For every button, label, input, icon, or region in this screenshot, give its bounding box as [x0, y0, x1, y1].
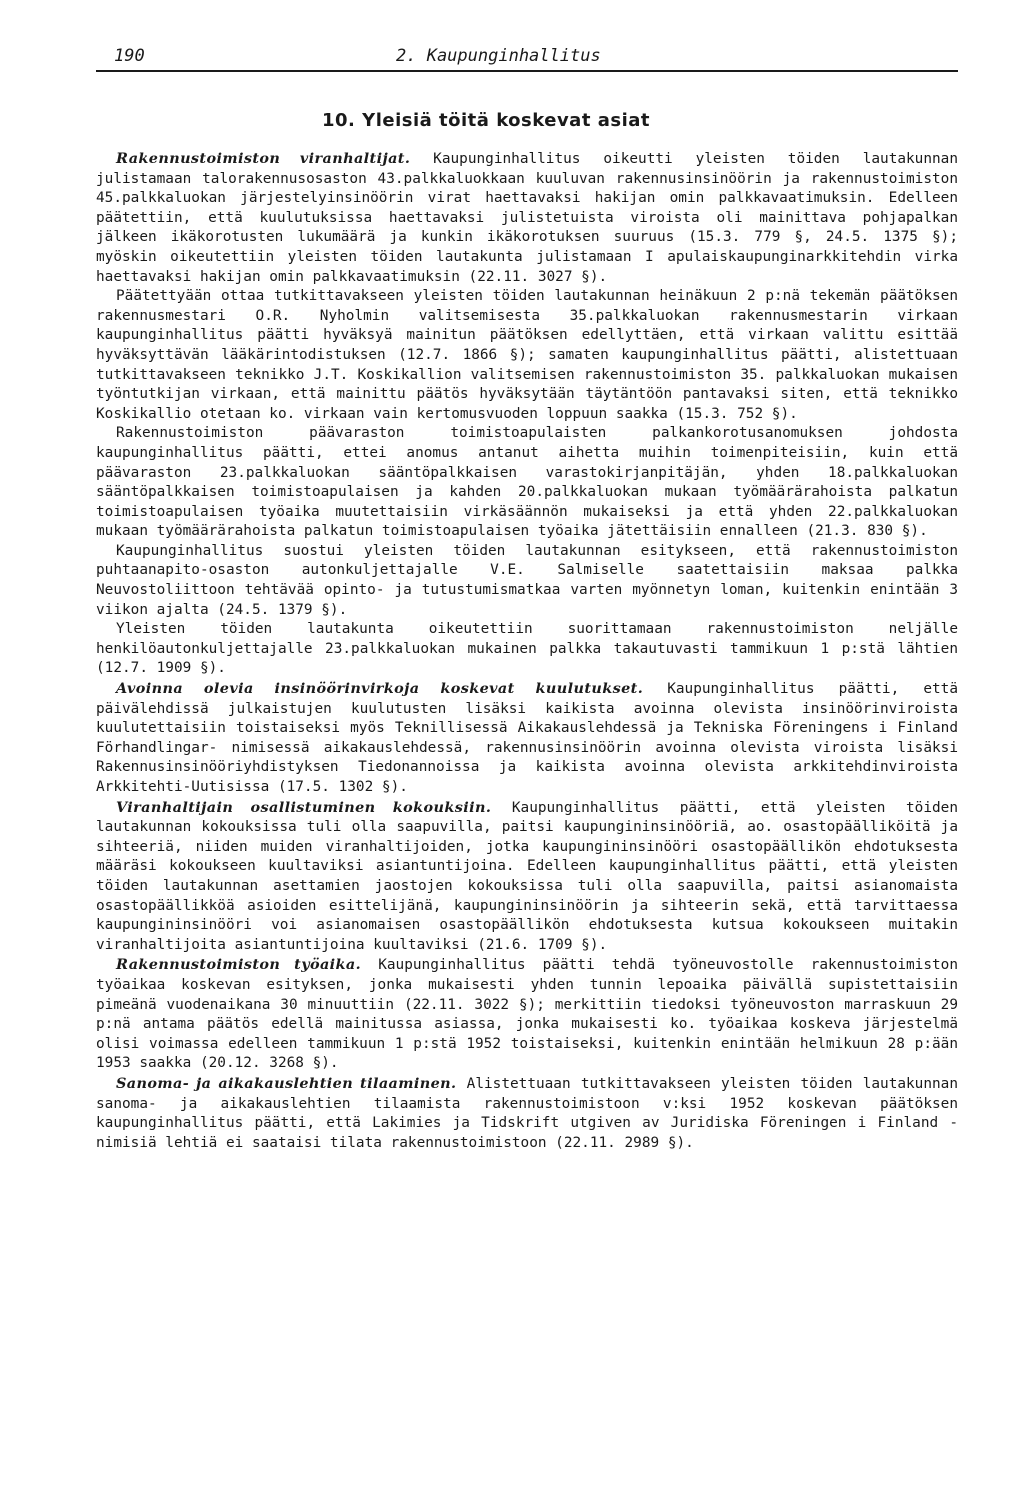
document-page: [96, 44, 958, 1153]
paragraph: [96, 287, 958, 424]
section-title: 10. Yleisiä töitä koskevat asiat: [322, 110, 650, 131]
paragraph-text: Kaupunginhallitus päätti tehdä työneuvostolle rakennustoimiston työaikaa koskevan esityksen, jonka mukaisesti yhden tunnin lepoaika päivällä supistettaisiin pimeänä vuodenaikana 30 minuuttiin (22.11. 3022 §); merkittiin tiedoksi työneuvoston marraskuun 29 p:nä antama päätös edellä mainitussa asiassa, jonka mukaisesti ko. työaikaa koskeva järjestelmä olisi voimassa edelleen tammikuun 1 p:stä 1952 toistaiseksi, kuitenkin enintään helmikuun 28 p:ään 1953 saakka (20.12. 3268 §).: [96, 957, 958, 1072]
paragraph: [96, 955, 958, 1074]
running-header: [96, 44, 958, 72]
paragraph-text: Päätettyään ottaa tutkittavakseen yleisten töiden lautakunnan heinäkuun 2 p:nä tekemän päätöksen rakennusmestari O.R. Nyholmin valitsemisesta 35.palkkaluokan rakennusmestarin virkaan kaupunginhallitus päätti hyväksyä mainitun päätöksen edellyttäen, että virkaan valittu esittää hyväksyttävän lääkärintodistuksen (12.7. 1866 §); samaten kaupunginhallitus päätti, alistettuaan tutkittavakseen teknikko J.T. Koskikallion valitsemisen rakennustoimiston 35. palkkaluokan mukaisen työntutkijan virkaan, että mainittu päätös hyväksytään täytäntöön pantavaksi siten, että teknikko Koskikallio otetaan ko. virkaan vain kertomusvuoden loppuun saakka (15.3. 752 §).: [96, 288, 958, 422]
paragraph-subhead: Viranhaltijain osallistuminen kokouksiin.: [116, 798, 492, 816]
paragraph: [96, 424, 958, 542]
paragraph-text: Kaupunginhallitus päätti, että yleisten töiden lautakunnan kokouksissa tuli olla saapuvilla, paitsi kaupungininsinööriä, ao. osastopäälliköitä ja sihteeriä, niiden muiden viranhaltijoiden, jotka kaupungininsinööri osastopäällikön ehdotuksesta määräsi kokoukseen kuultaviksi asiantuntijoina. Edelleen kaupunginhallitus päätti, että yleisten töiden lautakunnan asettamien jaostojen kokouksissa tuli olla saapuvilla, paitsi asianomaista osastopäällikköä asioiden esittelijänä, kaupungininsinöörin ja sihteerin sekä, että tarvittaessa kaupungininsinööri voi asianomaisen osastopäällikön ehdotuksesta kutsua kokoukseen muitakin viranhaltijoita asiantuntijoina kuultaviksi (21.6. 1709 §).: [96, 799, 958, 953]
paragraph: [96, 1074, 958, 1153]
paragraph-text: Alistettuaan tutkittavakseen yleisten töiden lautakunnan sanoma- ja aikakauslehtien tilaamista rakennustoimistoon v:ksi 1952 koskevan päätöksen kaupunginhallitus päätti, että Lakimies ja Tidskrift utgiven av Juridiska Föreningen i Finland -nimisiä lehtiä ei saataisi tilata rakennustoimistoon (22.11. 2989 §).: [96, 1075, 959, 1151]
page-number: 190: [114, 46, 145, 66]
paragraph-text: Yleisten töiden lautakunta oikeutettiin suorittamaan rakennustoimiston neljälle henkilöautonkuljettajalle 23.palkkaluokan mukainen palkka takautuvasti tammikuun 1 p:stä lähtien (12.7. 1909 §).: [96, 621, 958, 677]
paragraph-text: Kaupunginhallitus oikeutti yleisten töiden lautakunnan julistamaan talorakennusosaston 43.palkkaluokkaan kuuluvan rakennusinsinöörin ja rakennustoimiston 45.palkkaluokan järjestelyinsinöörin virat haettavaksi hakijan omin palkkavaatimuksin. Edelleen päätettiin, että kuulutuksissa haettavaksi julistetuista viroista oli mainittava pohjapalkan jälkeen ikäkorotusten lukumäärä ja kunkin ikäkorotuksen suuruus (15.3. 779 §, 24.5. 1375 §); myöskin oikeutettiin yleisten töiden lautakunta julistamaan I apulaiskaupunginarkkitehdin virka haettavaksi hakijan omin palkkavaatimuksin (22.11. 3027 §).: [96, 151, 959, 285]
paragraph: [96, 798, 958, 956]
paragraph-subhead: Avoinna olevia insinöörinvirkoja koskevat kuulutukset.: [116, 680, 644, 698]
paragraph: [96, 620, 958, 679]
paragraph-text: Kaupunginhallitus suostui yleisten töiden lautakunnan esitykseen, että rakennustoimiston puhtaanapito-osaston autonkuljettajalle V.E. Salmiselle saatettaisiin maksaa palkka Neuvostoliittoon tehtävää opinto- ja tutustumismatkaa varten myönnetyn loman, kuitenkin enintään 3 viikon ajalta (24.5. 1379 §).: [96, 542, 958, 618]
paragraph-text: Rakennustoimiston päävaraston toimistoapulaisten palkankorotusanomuksen johdosta kaupunginhallitus päätti, ettei anomus antanut aihetta muihin toimenpiteisiin, kuin että päävaraston 23.palkkaluokan sääntöpalkkaisen varastokirjanpitäjän, yhden 18.palkkaluokan sääntöpalkkaisen toimistoapulaisen ja kahden 20.palkkaluokan mukaan työmäärärahoista palkatun toimistoapulaisen työaika muutettaisiin virkäsäännön mukaiseksi ja että yhden 22.palkkaluokan mukaan työmäärärahoista palkatun toimistoapulaisen työaika jätettäisiin ennalleen (21.3. 830 §).: [96, 425, 958, 540]
paragraph: [96, 679, 958, 798]
paragraph-subhead: Sanoma- ja aikakauslehtien tilaaminen.: [116, 1074, 457, 1092]
paragraph: [96, 149, 958, 287]
paragraph-text: Kaupunginhallitus päätti, että päivälehdissä julkaistujen kuulutusten lisäksi kaikista avoinna olevista insinöörinviroista kuulutettaisiin toistaiseksi myös Teknillisessä Aikakauslehdessä ja Tekniska Föreningens i Finland Förhandlingar- nimisessä aikakauslehdessä, rakennusinsinöörin avoinna olevista viroista lisäksi Rakennusinsinööriyhdistyksen Tiedonannoissa ja kaikista avoinna olevista arkkitehdinviroista Arkkitehti-Uutisissa (17.5. 1302 §).: [96, 681, 958, 795]
paragraph: [96, 542, 958, 620]
body-text: [96, 149, 958, 1153]
paragraph-subhead: Rakennustoimiston viranhaltijat.: [116, 150, 411, 167]
running-title: 2. Kaupunginhallitus: [396, 46, 601, 66]
paragraph-subhead: Rakennustoimiston työaika.: [116, 956, 362, 974]
